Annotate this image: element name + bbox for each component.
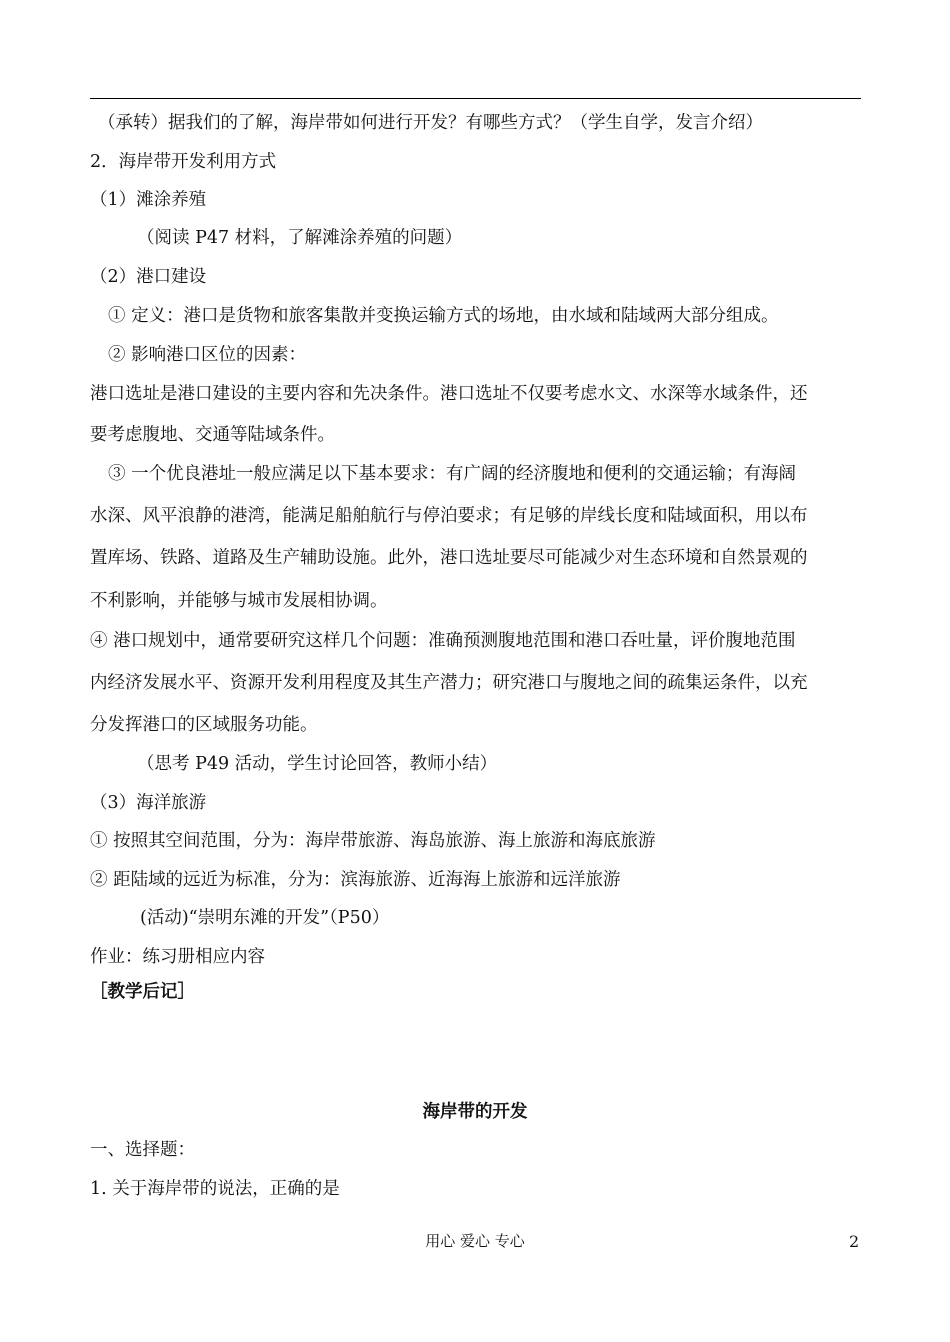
section-heading-2: 2．海岸带开发利用方式 <box>90 152 277 172</box>
page-number: 2 <box>849 1232 860 1251</box>
header-rule <box>90 98 861 99</box>
reading-note: （阅读 P47 材料，了解滩涂养殖的问题） <box>137 228 463 248</box>
port-definition: ① 定义：港口是货物和旅客集散并变换运输方式的场地，由水域和陆域两大部分组成。 <box>108 306 779 326</box>
choice-section-heading: 一、选择题： <box>90 1140 195 1160</box>
paragraph-line: 分发挥港口的区域服务功能。 <box>90 715 318 735</box>
question-1: 1. 关于海岸带的说法，正确的是 <box>90 1179 340 1199</box>
activity-note: (活动)“崇明东滩的开发”（P50） <box>140 908 390 928</box>
subheading-ocean-tourism: （3）海洋旅游 <box>90 793 207 813</box>
port-location-factors: ② 影响港口区位的因素： <box>108 345 307 365</box>
subheading-port-construction: （2）港口建设 <box>90 267 207 287</box>
paragraph-line: 水深、风平浪静的港湾，能满足船舶航行与停泊要求；有足够的岸线长度和陆域面积，用以布 <box>90 506 808 526</box>
paragraph-line: 要考虑腹地、交通等陆域条件。 <box>90 425 335 445</box>
exercise-title: 海岸带的开发 <box>422 1102 528 1122</box>
homework-line: 作业：练习册相应内容 <box>90 947 265 967</box>
thinking-note: （思考 P49 活动，学生讨论回答，教师小结） <box>137 754 498 774</box>
footer-slogan: 用心 爱心 专心 <box>425 1232 525 1250</box>
paragraph-line: ④ 港口规划中，通常要研究这样几个问题：准确预测腹地范围和港口吞吐量，评价腹地范围 <box>90 631 796 651</box>
paragraph-line: 置库场、铁路、道路及生产辅助设施。此外，港口选址要尽可能减少对生态环境和自然景观的 <box>90 548 808 568</box>
teaching-postscript-heading: ［教学后记］ <box>90 982 195 1002</box>
paragraph-line: ③ 一个优良港址一般应满足以下基本要求：有广阔的经济腹地和便利的交通运输；有海阔 <box>108 464 797 484</box>
paragraph-line: 内经济发展水平、资源开发利用程度及其生产潜力；研究港口与腹地之间的疏集运条件，以充 <box>90 673 808 693</box>
tourism-item-1: ① 按照其空间范围，分为：海岸带旅游、海岛旅游、海上旅游和海底旅游 <box>90 831 656 851</box>
paragraph-line: 不利影响，并能够与城市发展相协调。 <box>90 591 388 611</box>
transition-paragraph: （承转）据我们的了解，海岸带如何进行开发？有哪些方式？（学生自学，发言介绍） <box>98 113 763 133</box>
paragraph-line: 港口选址是港口建设的主要内容和先决条件。港口选址不仅要考虑水文、水深等水域条件，还 <box>90 384 808 404</box>
subheading-tidal-farming: （1）滩涂养殖 <box>90 190 207 210</box>
tourism-item-2: ② 距陆域的远近为标准，分为：滨海旅游、近海海上旅游和远洋旅游 <box>90 870 621 890</box>
